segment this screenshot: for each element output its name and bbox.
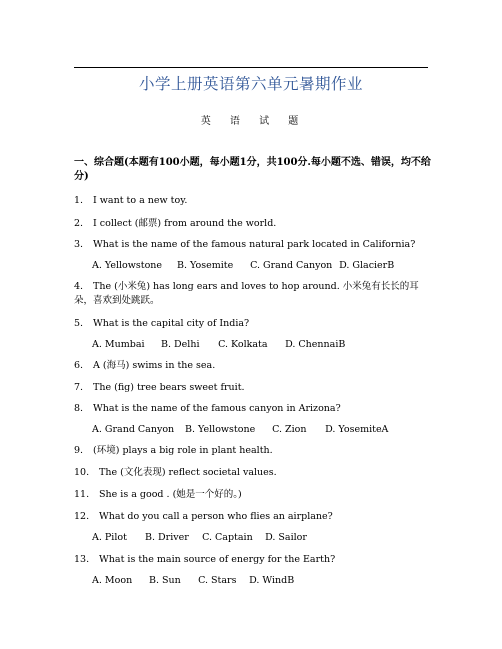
- question-number: 6.: [74, 360, 84, 371]
- question-text: What is the main source of energy for the Earth?: [99, 554, 336, 565]
- option-a[interactable]: A. Pilot: [92, 532, 127, 543]
- question-text: I collect (邮票) from around the world.: [93, 218, 277, 229]
- question-text: A (海马) swims in the sea.: [93, 360, 216, 371]
- question-text: The (小米兔) has long ears and loves to hop around. 小米兔有长长的耳朵，喜欢到处跳跃。: [74, 281, 419, 306]
- option-b[interactable]: B. Sun: [149, 575, 181, 586]
- question-number: 3.: [74, 239, 84, 250]
- question-item: [74, 489, 242, 501]
- option-d[interactable]: D. YosemiteA: [325, 424, 389, 435]
- document-subtitle: 英 语 试 题: [200, 116, 302, 127]
- question-item: [74, 218, 276, 230]
- option-d[interactable]: D. Sailor: [265, 532, 307, 543]
- question-item: [74, 554, 335, 566]
- option-d[interactable]: D. ChennaiB: [285, 339, 346, 350]
- option-c[interactable]: C. Kolkata: [218, 339, 268, 350]
- question-number: 10.: [74, 467, 90, 478]
- option-b[interactable]: B. Yosemite: [177, 260, 234, 271]
- header-rule: [74, 67, 428, 68]
- question-text: What is the name of the famous natural park located in California?: [93, 239, 416, 250]
- question-item: [74, 382, 245, 394]
- question-text: I want to a new toy.: [93, 195, 188, 206]
- option-b[interactable]: B. Yellowstone: [185, 424, 256, 435]
- question-text: (环境) plays a big role in plant health.: [93, 445, 273, 456]
- question-number: 7.: [74, 382, 84, 393]
- question-text: The (文化表现) reflect societal values.: [99, 467, 277, 478]
- option-b[interactable]: B. Driver: [145, 532, 189, 543]
- answer-options: [92, 532, 307, 544]
- question-item: [74, 403, 341, 415]
- question-item: [74, 467, 277, 479]
- question-item: [74, 511, 333, 523]
- option-c[interactable]: C. Captain: [202, 532, 253, 543]
- question-item: [74, 445, 273, 457]
- question-number: 5.: [74, 318, 84, 329]
- option-b[interactable]: B. Delhi: [161, 339, 200, 350]
- question-number: 2.: [74, 218, 84, 229]
- question-item: [74, 239, 415, 251]
- question-text: What is the capital city of India?: [93, 318, 250, 329]
- answer-options: [92, 260, 394, 272]
- question-number: 1.: [74, 195, 84, 206]
- section-heading: 一、综合题(本题有100小题，每小题1分，共100分.每小题不选、错误，均不给分): [74, 157, 431, 182]
- question-number: 9.: [74, 445, 84, 456]
- option-c[interactable]: C. Stars: [198, 575, 237, 586]
- question-item: [74, 360, 215, 372]
- question-text: She is a good . (她是一个好的。): [99, 489, 242, 500]
- question-item: [74, 280, 430, 308]
- document-title: 小学上册英语第六单元暑期作业: [138, 75, 363, 93]
- question-text: What do you call a person who flies an airplane?: [99, 511, 333, 522]
- question-text: What is the name of the famous canyon in Arizona?: [93, 403, 341, 414]
- question-number: 13.: [74, 554, 90, 565]
- answer-options: [92, 575, 294, 587]
- question-number: 12.: [74, 511, 90, 522]
- question-item: [74, 318, 249, 330]
- question-text: The (fig) tree bears sweet fruit.: [93, 382, 245, 393]
- option-d[interactable]: D. GlacierB: [339, 260, 395, 271]
- option-c[interactable]: C. Grand Canyon: [250, 260, 333, 271]
- option-a[interactable]: A. Mumbai: [92, 339, 145, 350]
- question-number: 4.: [74, 281, 84, 292]
- question-number: 11.: [74, 489, 90, 500]
- option-c[interactable]: C. Zion: [272, 424, 307, 435]
- option-a[interactable]: A. Moon: [92, 575, 133, 586]
- question-item: [74, 195, 187, 207]
- option-a[interactable]: A. Yellowstone: [92, 260, 163, 271]
- option-d[interactable]: D. WindB: [249, 575, 295, 586]
- answer-options: [92, 424, 388, 436]
- option-a[interactable]: A. Grand Canyon: [92, 424, 175, 435]
- answer-options: [92, 339, 345, 351]
- question-number: 8.: [74, 403, 84, 414]
